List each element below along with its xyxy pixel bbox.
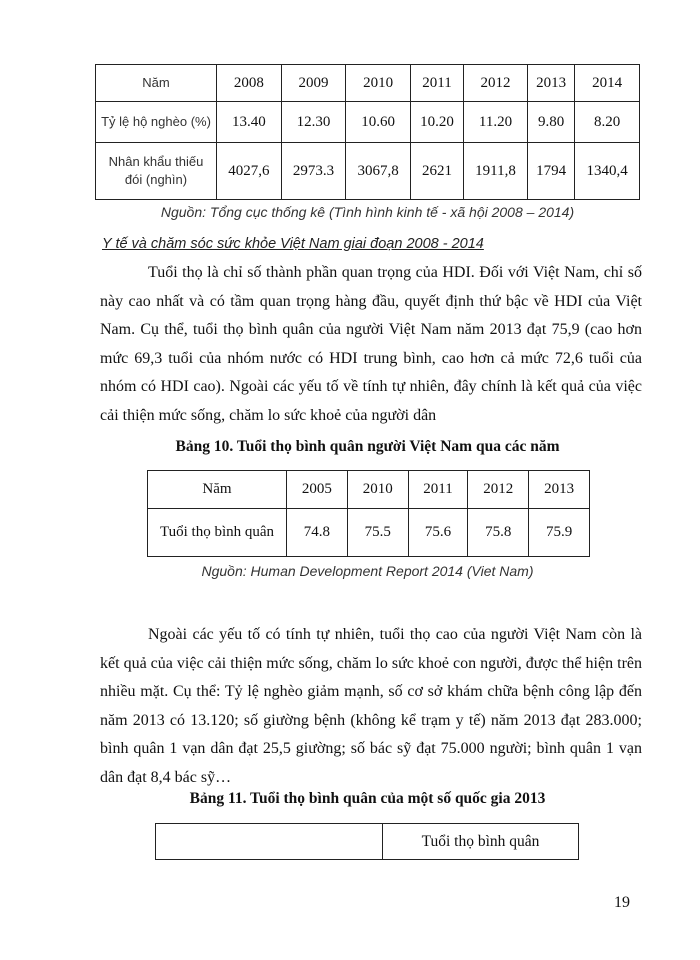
- table-cell: 13.40: [217, 102, 282, 143]
- table-cell: Năm: [148, 471, 287, 509]
- table-cell: 1340,4: [575, 143, 640, 200]
- table-row: [148, 509, 590, 557]
- table-cell: 75.8: [468, 509, 529, 557]
- table-cell: 2008: [217, 65, 282, 102]
- paragraph-text: Tuổi thọ là chỉ số thành phần quan trọng của HDI. Đối với Việt Nam, chỉ số này cao nhất và có tầm quan trọng hàng đầu, quyết định thứ bậc về HDI của Việt Nam. Cụ thể, tuổi thọ bình quân của người Việt Nam năm 2013 đạt 75,9 (cao hơn mức 69,3 tuổi của nhóm nước có HDI trung bình, cao hơn cả mức 72,6 tuổi của nhóm có HDI cao). Ngoài các yếu tố về tính tự nhiên, đây chính là kết quả của việc cải thiện mức sống, chăm lo sức khoẻ của người dân: [100, 264, 642, 424]
- table-cell: 2621: [410, 143, 463, 200]
- table-cell: 2012: [468, 471, 529, 509]
- table10-source: Nguồn: Human Development Report 2014 (Viet Nam): [201, 563, 534, 579]
- life-expectancy-table: [147, 470, 590, 557]
- table-cell: 2013: [529, 471, 590, 509]
- table-row: [96, 102, 640, 143]
- table-cell: 4027,6: [217, 143, 282, 200]
- table-cell: 75.9: [529, 509, 590, 557]
- table-cell: 11.20: [464, 102, 528, 143]
- poverty-table: [95, 64, 640, 200]
- table-cell: 74.8: [287, 509, 348, 557]
- table-cell: Năm: [96, 65, 217, 102]
- table-cell: 2009: [281, 65, 346, 102]
- table-cell: 2011: [408, 471, 468, 509]
- table-row: [96, 143, 640, 200]
- table-cell: 10.60: [346, 102, 411, 143]
- table-cell: [156, 824, 383, 860]
- table-cell: 2012: [464, 65, 528, 102]
- body-paragraph: [100, 259, 642, 430]
- country-life-expectancy-table: [155, 823, 579, 860]
- table-cell: 10.20: [410, 102, 463, 143]
- table-cell: 75.5: [347, 509, 408, 557]
- table-cell: 2010: [347, 471, 408, 509]
- table-cell: 2005: [287, 471, 348, 509]
- table-cell: 12.30: [281, 102, 346, 143]
- table10-caption: Bảng 10. Tuổi thọ bình quân người Việt Nam qua các năm: [175, 438, 560, 455]
- table-cell: Tuổi thọ bình quân: [148, 509, 287, 557]
- table-header-row: [96, 65, 640, 102]
- table-header-row: [148, 471, 590, 509]
- table-header-row: [156, 824, 579, 860]
- paragraph-text: Ngoài các yếu tố có tính tự nhiên, tuổi thọ cao của người Việt Nam còn là kết quả của việc cải thiện mức sống, chăm lo sức khoẻ con người, được thể hiện trên nhiều mặt. Cụ thể: Tỷ lệ nghèo giảm mạnh, số cơ sở khám chữa bệnh công lập đến năm 2013 có 13.120; số giường bệnh (không kể trạm y tế) năm 2013 đạt 283.000; bình quân 1 vạn dân đạt 25,5 giường; số bác sỹ đạt 75.000 người; bình quân 1 vạn dân đạt 8,4 bác sỹ…: [100, 626, 642, 786]
- table-cell: 2010: [346, 65, 411, 102]
- table9-source: Nguồn: Tổng cục thống kê (Tình hình kinh tế - xã hội 2008 – 2014): [160, 204, 575, 220]
- table-cell: 2011: [410, 65, 463, 102]
- table-cell: 9.80: [527, 102, 574, 143]
- table-cell: Nhân khẩu thiếu đói (nghìn): [96, 143, 217, 200]
- body-paragraph: [100, 621, 642, 792]
- section-heading: Y tế và chăm sóc sức khỏe Việt Nam giai đoạn 2008 - 2014: [102, 236, 484, 252]
- page-number: 19: [614, 894, 630, 911]
- table-cell: Tỷ lệ hộ nghèo (%): [96, 102, 217, 143]
- table-cell: 3067,8: [346, 143, 411, 200]
- table-cell: 8.20: [575, 102, 640, 143]
- table-cell: 1794: [527, 143, 574, 200]
- table-cell: 2013: [527, 65, 574, 102]
- table11-caption: Bảng 11. Tuổi thọ bình quân của một số quốc gia 2013: [189, 790, 546, 807]
- table-cell: 2014: [575, 65, 640, 102]
- table-cell: 2973.3: [281, 143, 346, 200]
- table-cell: Tuổi thọ bình quân: [383, 824, 579, 860]
- table-cell: 1911,8: [464, 143, 528, 200]
- table-cell: 75.6: [408, 509, 468, 557]
